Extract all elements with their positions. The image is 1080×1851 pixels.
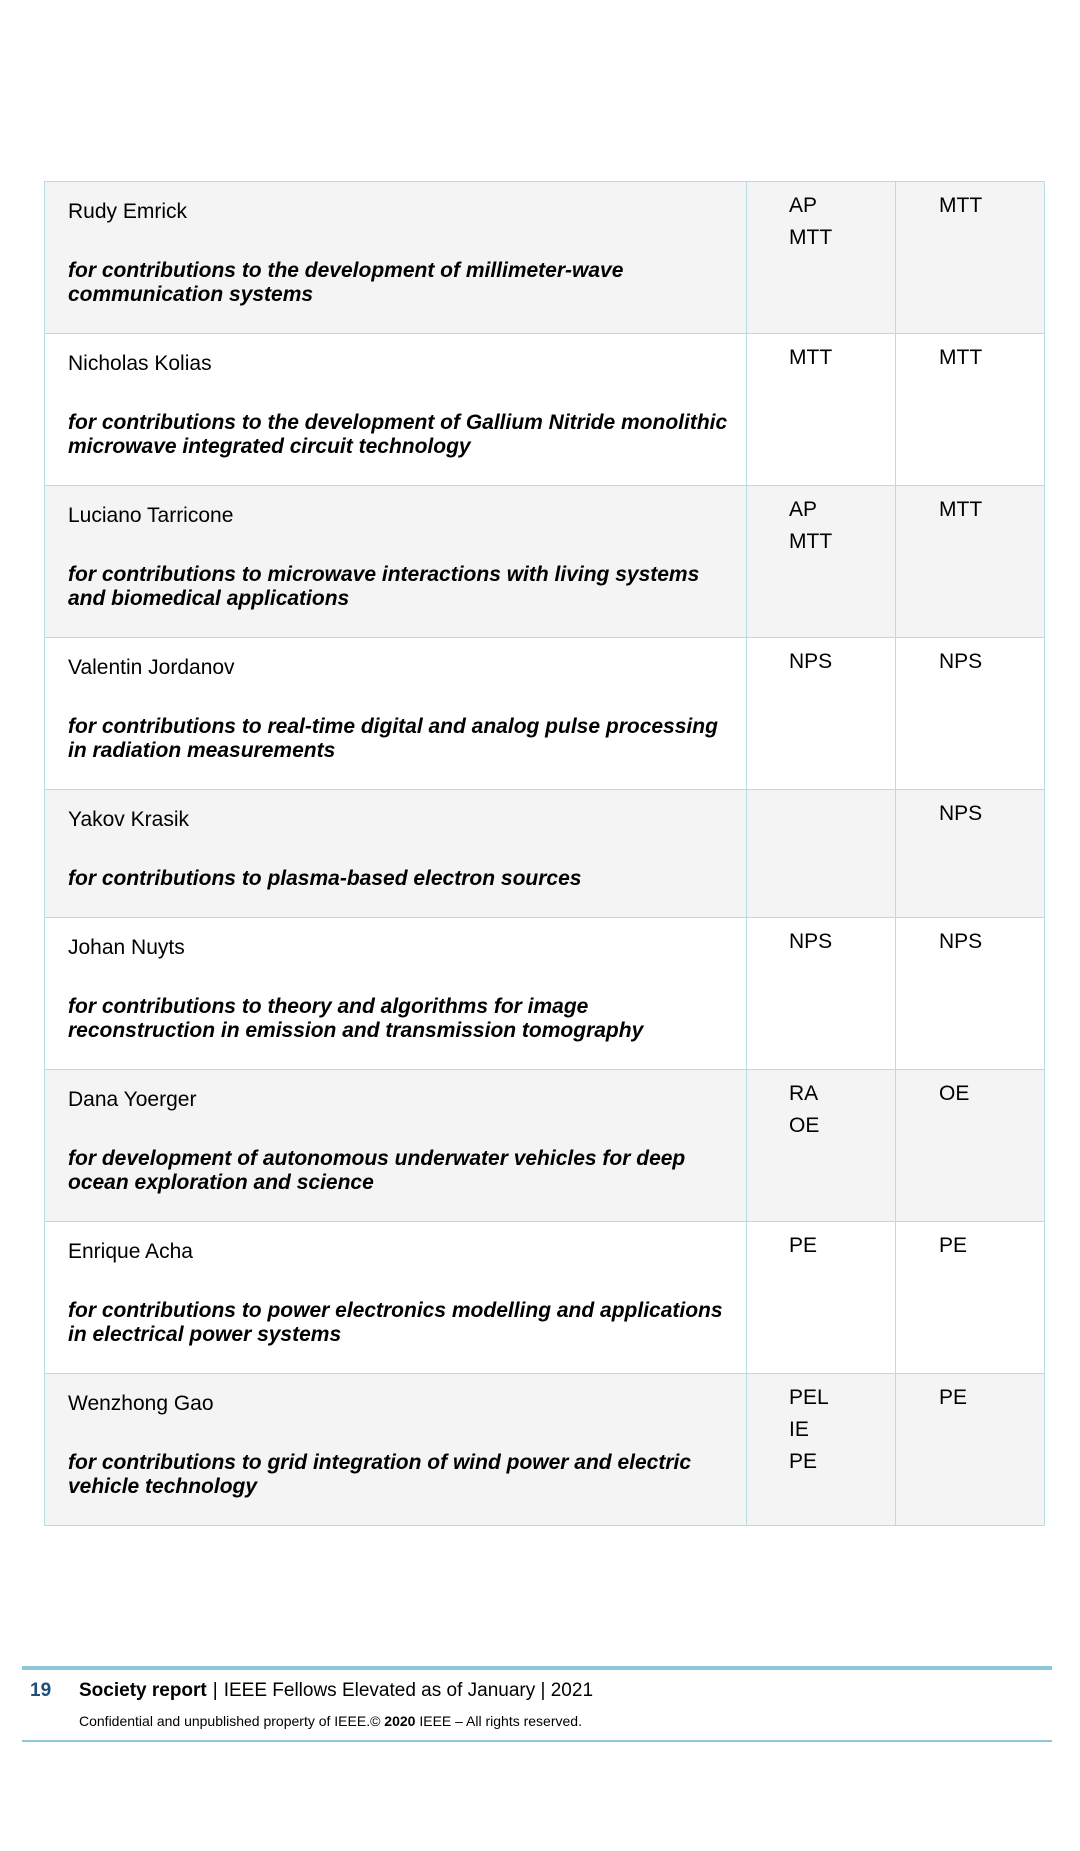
table-row <box>45 486 1045 638</box>
society-code: RA <box>789 1082 819 1105</box>
copyright-note <box>79 1713 582 1729</box>
fellow-name: Nicholas Kolias <box>68 352 212 375</box>
society-code: OE <box>789 1114 820 1137</box>
fellow-name: Yakov Krasik <box>68 808 189 831</box>
fellow-citation: for development of autonomous underwater vehicles for deep ocean exploration and science <box>68 1147 686 1194</box>
society-code: NPS <box>789 930 833 953</box>
evaluating-society-code: MTT <box>939 194 983 217</box>
societies-cell <box>747 918 896 1070</box>
society-code: IE <box>789 1418 809 1441</box>
society-codes <box>747 790 895 798</box>
evaluating-society-cell <box>896 1070 1045 1222</box>
page-number: 19 <box>30 1680 52 1701</box>
society-codes <box>747 1222 895 1262</box>
society-code: AP <box>789 498 818 521</box>
fellow-citation: for contributions to the development of Gallium Nitride monolithic microwave integrated circuit technology <box>68 411 728 458</box>
fellow-name: Dana Yoerger <box>68 1088 197 1111</box>
table-row <box>45 182 1045 334</box>
fellow-cell <box>45 918 747 1070</box>
table-row <box>45 790 1045 918</box>
society-code: PE <box>789 1450 818 1473</box>
society-code: MTT <box>789 226 833 249</box>
fellow-cell <box>45 1070 747 1222</box>
table-row <box>45 334 1045 486</box>
evaluating-society-code: NPS <box>939 802 983 825</box>
fellow-name: Valentin Jordanov <box>68 656 235 679</box>
societies-cell <box>747 1374 896 1526</box>
fellow-cell <box>45 638 747 790</box>
societies-cell <box>747 1070 896 1222</box>
fellow-citation: for contributions to microwave interactions with living systems and biomedical applications <box>68 563 700 610</box>
fellows-table-body <box>45 182 1045 1526</box>
evaluating-society-cell <box>896 918 1045 1070</box>
fellow-info <box>45 1070 746 1195</box>
table-row <box>45 1222 1045 1374</box>
fellow-citation: for contributions to plasma-based electron sources <box>68 867 582 890</box>
fellow-cell <box>45 1222 747 1374</box>
society-codes <box>747 638 895 678</box>
fellow-info <box>45 790 746 891</box>
copyright-year: 2020 <box>384 1713 416 1729</box>
society-codes <box>747 918 895 958</box>
evaluating-society-cell <box>896 638 1045 790</box>
fellow-info <box>45 918 746 1043</box>
evaluating-society-code: MTT <box>939 498 983 521</box>
table-row <box>45 1070 1045 1222</box>
fellow-info <box>45 638 746 763</box>
society-code: MTT <box>789 346 833 369</box>
evaluating-society-code: OE <box>939 1082 970 1105</box>
fellow-name: Wenzhong Gao <box>68 1392 214 1415</box>
evaluating-society-cell <box>896 182 1045 334</box>
fellow-name: Rudy Emrick <box>68 200 188 223</box>
fellow-citation: for contributions to power electronics modelling and applications in electrical power systems <box>68 1299 723 1346</box>
page-footer <box>22 1666 1052 1742</box>
fellow-cell <box>45 790 747 918</box>
table-row <box>45 918 1045 1070</box>
fellow-name: Luciano Tarricone <box>68 504 234 527</box>
fellow-name: Johan Nuyts <box>68 936 185 959</box>
society-code: AP <box>789 194 818 217</box>
societies-cell <box>747 486 896 638</box>
evaluating-society-code: MTT <box>939 346 983 369</box>
societies-cell <box>747 182 896 334</box>
societies-cell <box>747 1222 896 1374</box>
fellow-info <box>45 182 746 307</box>
report-title: IEEE Fellows Elevated as of January | 2021 <box>223 1680 594 1701</box>
fellow-cell <box>45 182 747 334</box>
table-row <box>45 638 1045 790</box>
table-row <box>45 1374 1045 1526</box>
copyright-prefix: Confidential and unpublished property of IEEE.© <box>79 1713 385 1729</box>
evaluating-society-code: PE <box>939 1386 968 1409</box>
society-code: PEL <box>789 1386 829 1409</box>
fellow-citation: for contributions to grid integration of wind power and electric vehicle technology <box>68 1451 692 1498</box>
copyright-suffix: IEEE – All rights reserved. <box>415 1713 582 1729</box>
society-code: MTT <box>789 530 833 553</box>
footer-title <box>79 1680 593 1702</box>
evaluating-society-code: NPS <box>939 930 983 953</box>
fellow-info <box>45 1374 746 1499</box>
evaluating-society-code: PE <box>939 1234 968 1257</box>
footer-separator: | <box>212 1680 218 1701</box>
evaluating-society-cell <box>896 1222 1045 1374</box>
report-label: Society report <box>79 1680 207 1701</box>
fellow-citation: for contributions to the development of millimeter-wave communication systems <box>68 259 624 306</box>
evaluating-society-cell <box>896 334 1045 486</box>
fellow-info <box>45 1222 746 1347</box>
societies-cell <box>747 638 896 790</box>
fellow-cell <box>45 1374 747 1526</box>
fellow-info <box>45 334 746 459</box>
evaluating-society-code: NPS <box>939 650 983 673</box>
society-codes <box>747 334 895 374</box>
society-codes <box>747 1374 895 1478</box>
evaluating-society-cell <box>896 486 1045 638</box>
society-code: NPS <box>789 650 833 673</box>
fellow-name: Enrique Acha <box>68 1240 193 1263</box>
society-codes <box>747 182 895 254</box>
society-code: PE <box>789 1234 818 1257</box>
fellow-citation: for contributions to real-time digital and analog pulse processing in radiation measurements <box>68 715 718 762</box>
evaluating-society-cell <box>896 1374 1045 1526</box>
fellow-info <box>45 486 746 611</box>
fellows-table <box>44 181 1045 1526</box>
fellow-cell <box>45 334 747 486</box>
societies-cell <box>747 334 896 486</box>
fellow-cell <box>45 486 747 638</box>
evaluating-society-cell <box>896 790 1045 918</box>
societies-cell <box>747 790 896 918</box>
society-codes <box>747 1070 895 1142</box>
fellow-citation: for contributions to theory and algorithms for image reconstruction in emission and transmission tomography <box>68 995 644 1042</box>
society-codes <box>747 486 895 558</box>
